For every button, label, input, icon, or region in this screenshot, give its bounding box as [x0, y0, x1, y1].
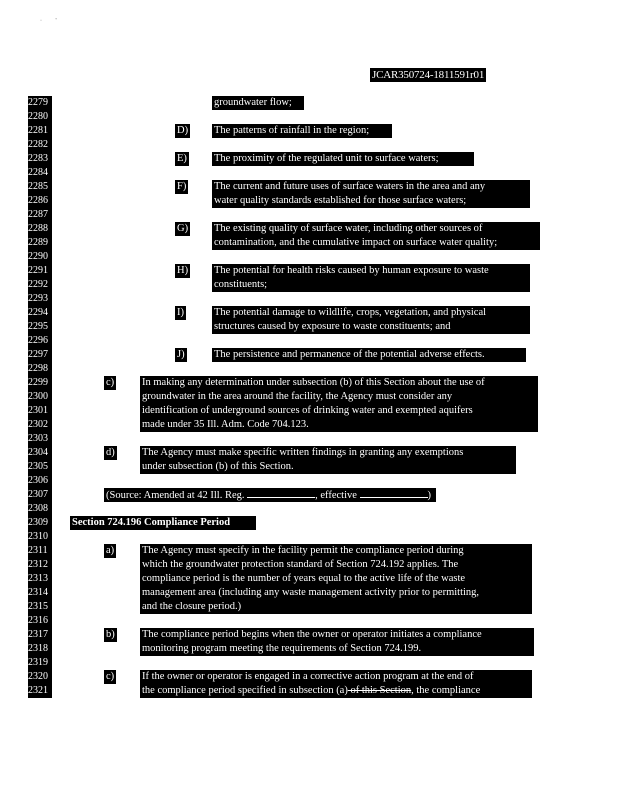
- line-number: 2288: [28, 223, 48, 234]
- item-j-text: [212, 348, 526, 362]
- body-line: The patterns of rainfall in the region;: [214, 125, 370, 136]
- body-line: The persistence and permanence of the potential adverse effects.: [214, 349, 485, 360]
- line-number: 2316: [28, 615, 48, 626]
- line-number: 2304: [28, 447, 48, 458]
- source-line: [106, 488, 434, 502]
- body-line: management area (including any waste management activity prior to permitting,: [142, 587, 480, 598]
- body-line: groundwater flow;: [214, 97, 292, 108]
- body-line: The Agency must specify in the facility permit the compliance period during: [142, 545, 464, 556]
- item-label: c): [106, 377, 115, 388]
- item-h-text: [212, 264, 530, 292]
- item-f-text: [212, 180, 530, 208]
- body-line: monitoring program meeting the requirements of Section 724.199.: [142, 643, 422, 654]
- body-line: In making any determination under subsection (b) of this Section about the use of: [142, 377, 485, 388]
- item-label: d): [106, 447, 115, 458]
- line-number-column: [28, 96, 52, 698]
- body-line: The compliance period begins when the owner or operator initiates a compliance: [142, 629, 482, 640]
- item-label: b): [106, 629, 115, 640]
- line-number: 2289: [28, 237, 48, 248]
- line-number: 2310: [28, 531, 48, 542]
- line-number: 2313: [28, 573, 48, 584]
- body-line: under subsection (b) of this Section.: [142, 461, 294, 472]
- source-middle: , effective: [315, 490, 357, 501]
- line-number: 2294: [28, 307, 48, 318]
- line-number: 2287: [28, 209, 48, 220]
- item-label: G): [177, 223, 189, 234]
- line-number: 2321: [28, 685, 48, 696]
- line-number: 2301: [28, 405, 48, 416]
- body-line: [142, 684, 530, 698]
- reg-blank: [247, 488, 315, 498]
- line-number: 2281: [28, 125, 48, 136]
- body-line: structures caused by exposure to waste constituents; and: [214, 321, 451, 332]
- line-number: 2286: [28, 195, 48, 206]
- item-e-text: [212, 152, 474, 166]
- line-number: 2285: [28, 181, 48, 192]
- item-label: I): [177, 307, 184, 318]
- line-number: 2290: [28, 251, 48, 262]
- line-number: 2284: [28, 167, 48, 178]
- continued-line: [212, 96, 304, 110]
- line-number: 2291: [28, 265, 48, 276]
- line-number: 2308: [28, 503, 48, 514]
- source-note: [104, 488, 436, 502]
- text-run: the compliance period specified in subsection (a): [142, 685, 348, 696]
- body-line: which the groundwater protection standard of Section 724.192 applies. The: [142, 559, 459, 570]
- body-line: identification of underground sources of drinking water and exempted aquifers: [142, 405, 473, 416]
- item-label: F): [177, 181, 187, 192]
- item-d-text: [212, 124, 392, 138]
- item-g-text: [212, 222, 540, 250]
- body-line: The existing quality of surface water, including other sources of: [214, 223, 483, 234]
- item-i-text: [212, 306, 530, 334]
- text-run: , the compliance: [411, 685, 481, 696]
- line-number: 2295: [28, 321, 48, 332]
- body-line: The current and future uses of surface waters in the area and any: [214, 181, 486, 192]
- item-label: D): [177, 125, 189, 136]
- body-line: The potential for health risks caused by human exposure to waste: [214, 265, 489, 276]
- source-prefix: (Source: Amended at 42 Ill. Reg.: [106, 490, 245, 501]
- item-label: a): [106, 545, 115, 556]
- line-number: 2297: [28, 349, 48, 360]
- item-c-text: [140, 376, 538, 432]
- body-line: The Agency must make specific written findings in granting any exemptions: [142, 447, 464, 458]
- section-title: Section 724.196 Compliance Period: [72, 517, 231, 528]
- line-number: 2307: [28, 489, 48, 500]
- line-number: 2315: [28, 601, 48, 612]
- body-line: If the owner or operator is engaged in a corrective action program at the end of: [142, 671, 474, 682]
- body-line: contamination, and the cumulative impact on surface water quality;: [214, 237, 498, 248]
- item-label: H): [177, 265, 189, 276]
- line-number: 2311: [28, 545, 48, 556]
- line-number: 2314: [28, 587, 48, 598]
- source-suffix: ): [427, 490, 432, 501]
- section-heading: [70, 516, 256, 530]
- body-line: water quality standards established for those surface waters;: [214, 195, 467, 206]
- line-number: 2296: [28, 335, 48, 346]
- item-c-section-text: [140, 670, 532, 698]
- line-number: 2306: [28, 475, 48, 486]
- line-number: 2312: [28, 559, 48, 570]
- body-line: The proximity of the regulated unit to surface waters;: [214, 153, 439, 164]
- body-line: The potential damage to wildlife, crops, vegetation, and physical: [214, 307, 487, 318]
- body-line: compliance period is the number of years equal to the active life of the waste: [142, 573, 466, 584]
- item-a-text: [140, 544, 532, 614]
- item-label: J): [177, 349, 185, 360]
- line-number: 2302: [28, 419, 48, 430]
- item-label: E): [177, 153, 187, 164]
- line-number: 2283: [28, 153, 48, 164]
- line-number: 2298: [28, 363, 48, 374]
- line-number: 2280: [28, 111, 48, 122]
- line-number: 2300: [28, 391, 48, 402]
- body-line: and the closure period.): [142, 601, 242, 612]
- item-label: c): [106, 671, 115, 682]
- line-number: 2293: [28, 293, 48, 304]
- line-number: 2309: [28, 517, 48, 528]
- line-number: 2318: [28, 643, 48, 654]
- line-number: 2305: [28, 461, 48, 472]
- line-number: 2319: [28, 657, 48, 668]
- body-line: made under 35 Ill. Adm. Code 704.123.: [142, 419, 309, 430]
- line-number: 2303: [28, 433, 48, 444]
- line-number: 2292: [28, 279, 48, 290]
- struck-text: of this Section: [347, 685, 412, 696]
- date-blank: [360, 488, 428, 498]
- body-line: constituents;: [214, 279, 268, 290]
- item-d-lower-text: [140, 446, 516, 474]
- document-id-header: JCAR350724-1811591r01: [372, 69, 485, 81]
- item-b-text: [140, 628, 534, 656]
- body-line: groundwater in the area around the facility, the Agency must consider any: [142, 391, 453, 402]
- line-number: 2317: [28, 629, 48, 640]
- line-number: 2282: [28, 139, 48, 150]
- scan-specks: · ': [40, 18, 57, 24]
- line-number: 2299: [28, 377, 48, 388]
- line-number: 2320: [28, 671, 48, 682]
- line-number: 2279: [28, 97, 48, 108]
